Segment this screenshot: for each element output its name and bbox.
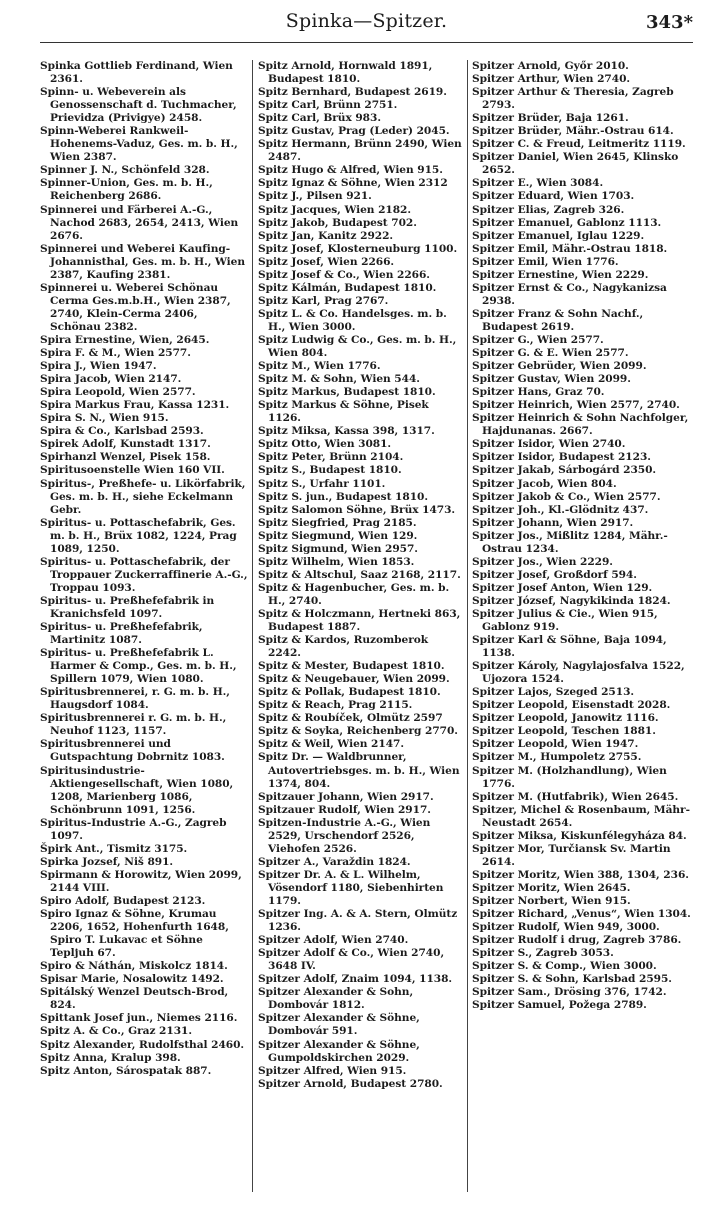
directory-entry: Spitzen-Industrie A.-G., Wien 2529, Urschendorf 2526, Viehofen 2526. <box>258 816 431 855</box>
directory-entry: Spitzer Daniel, Wien 2645, Klinsko 2652. <box>472 151 679 177</box>
directory-entry: Spitz Josef, Klosterneuburg 1100. <box>258 242 458 255</box>
directory-entry: Spitzer A., Varaždin 1824. <box>258 855 411 868</box>
directory-entry: Spitzer Emil, Wien 1776. <box>472 255 619 268</box>
directory-entry: Spitzer Josef, Großdorf 594. <box>472 568 637 581</box>
directory-entry: Spitzer Rudolf i drug, Zagreb 3786. <box>472 934 682 947</box>
directory-entry: Spitzer Rudolf, Wien 949, 3000. <box>472 921 660 934</box>
directory-entry: Spira F. & M., Wien 2577. <box>40 347 191 360</box>
directory-entry: Spitz Ignaz & Söhne, Wien 2312 <box>258 177 448 190</box>
directory-entry: Spitz Anton, Sárospatak 887. <box>40 1064 212 1077</box>
directory-entry: Spitzer Josef Anton, Wien 129. <box>472 581 653 594</box>
directory-entry: Spitzer, Michel & Rosenbaum, Mähr-Neustadt 2654. <box>472 803 690 829</box>
directory-entry: Spitzer Károly, Nagylajosfalva 1522, Ujozora 1524. <box>472 660 685 686</box>
column-3 <box>472 60 698 1192</box>
directory-entry: Spitzer Dr. A. & L. Wilhelm, Vösendorf 1180, Siebenhirten 1179. <box>258 868 444 907</box>
directory-entry: Spitzer Ernestine, Wien 2229. <box>472 268 649 281</box>
directory-entry: Spitzer Ing. A. & A. Stern, Olmütz 1236. <box>258 908 458 934</box>
directory-entry: Spitz A. & Co., Graz 2131. <box>40 1025 192 1038</box>
directory-entry: Spitz Jacques, Wien 2182. <box>258 203 411 216</box>
directory-entry: Spitz Josef & Co., Wien 2266. <box>258 268 430 281</box>
directory-entry: Spitz Alexander, Rudolfsthal 2460. <box>40 1038 245 1051</box>
directory-entry: Spira S. N., Wien 915. <box>40 412 169 425</box>
directory-entry: Spitzer G. & E. Wien 2577. <box>472 347 629 360</box>
directory-entry: Spitzer Arnold, Budapest 2780. <box>258 1077 443 1090</box>
directory-entry: Spitz L. & Co. Handelsges. m. b. H., Wien 3000. <box>258 307 447 333</box>
directory-entry: Spitzer Gustav, Wien 2099. <box>472 373 631 386</box>
directory-entry: Spitzer Sam., Drösing 376, 1742. <box>472 986 667 999</box>
directory-entry: Spitz & Roubíček, Olmütz 2597 <box>258 712 443 725</box>
directory-entry: Spira Ernestine, Wien, 2645. <box>40 333 210 346</box>
directory-entry: Spitzer S. & Comp., Wien 3000. <box>472 960 657 973</box>
directory-entry: Spitz Hugo & Alfred, Wien 915. <box>258 164 443 177</box>
directory-entry: Spitzer Lajos, Szeged 2513. <box>472 686 635 699</box>
directory-entry: Spitzer E., Wien 3084. <box>472 177 604 190</box>
directory-entry: Spiritus-, Preßhefe- u. Likörfabrik, Ges. m. b. H., siehe Eckelmann Gebr. <box>40 477 246 516</box>
directory-entry: Spitz Kálmán, Budapest 1810. <box>258 281 437 294</box>
column-1 <box>40 60 248 1192</box>
directory-entry: Spiro Adolf, Budapest 2123. <box>40 895 206 907</box>
directory-entry: Spitzer Jakab, Sárbogárd 2350. <box>472 464 657 477</box>
directory-entry: Spitz Salomon Söhne, Brüx 1473. <box>258 503 456 516</box>
directory-entry: Spitz S., Urfahr 1101. <box>258 477 386 490</box>
directory-entry: Spinn- u. Webeverein als Genossenschaft d. Tuchmacher, Prievidza (Privigye) 2458. <box>40 86 237 125</box>
directory-entry: Spinka Gottlieb Ferdinand, Wien 2361. <box>40 60 233 86</box>
directory-entry: Spittank Josef jun., Niemes 2116. <box>40 1012 238 1025</box>
directory-entry: Spitzer Leopold, Janowitz 1116. <box>472 712 659 725</box>
directory-entry: Spitzer Heinrich & Sohn Nachfolger, Hajdunanas. 2667. <box>472 412 689 438</box>
directory-entry: Spitz Josef, Wien 2266. <box>258 255 395 268</box>
directory-entry: Spitzer Leopold, Teschen 1881. <box>472 725 656 738</box>
directory-entry: Spiritusbrennerei, r. G. m. b. H., Haugsdorf 1084. <box>40 686 230 712</box>
directory-entry: Spitzer Norbert, Wien 915. <box>472 895 631 907</box>
directory-entry: Spitzer G., Wien 2577. <box>472 333 604 346</box>
directory-entry: Spitz Markus, Budapest 1810. <box>258 386 436 399</box>
directory-entry: Spitz & Weil, Wien 2147. <box>258 738 404 751</box>
directory-entry: Spitzer Jakob & Co., Wien 2577. <box>472 490 661 503</box>
directory-entry: Spitzer Emanuel, Gablonz 1113. <box>472 216 662 229</box>
directory-entry: Spitzer Richard, „Venus“, Wien 1304. <box>472 908 691 921</box>
directory-entry: Spitzer József, Nagykikinda 1824. <box>472 594 671 607</box>
directory-entry: Spitz Siegfried, Prag 2185. <box>258 516 417 529</box>
directory-entry: Spitz Carl, Brüx 983. <box>258 112 381 125</box>
directory-entry: Spitzer Gebrüder, Wien 2099. <box>472 360 647 373</box>
directory-entry: Spitz Karl, Prag 2767. <box>258 294 389 307</box>
directory-entry: Spitzer Emil, Mähr.-Ostrau 1818. <box>472 242 668 255</box>
directory-entry: Spitz Gustav, Prag (Leder) 2045. <box>258 125 450 138</box>
directory-entry: Spitz Jan, Kanitz 2922. <box>258 229 394 242</box>
directory-entry: Spira & Co., Karlsbad 2593. <box>40 425 204 438</box>
directory-entry: Spiritusbrennerei und Gutspachtung Dobrnitz 1083. <box>40 738 225 764</box>
directory-entry: Spitzer Adolf & Co., Wien 2740, 3648 IV. <box>258 947 445 973</box>
directory-entry: Spitzer Alfred, Wien 915. <box>258 1064 407 1077</box>
directory-entry: Spitzer Miksa, Kiskunfélegyháza 84. <box>472 829 687 842</box>
directory-entry: Spitzer Joh., Kl.-Glödnitz 437. <box>472 503 649 516</box>
directory-entry: Spitz Wilhelm, Wien 1853. <box>258 555 415 568</box>
directory-entry: Spitzauer Rudolf, Wien 2917. <box>258 803 431 816</box>
column-2 <box>258 60 464 1192</box>
directory-entry: Spitzer Hans, Graz 70. <box>472 386 605 399</box>
directory-entry: Spitz & Kardos, Ruzomberok 2242. <box>258 634 429 660</box>
directory-entry: Spitz J., Pilsen 921. <box>258 190 372 203</box>
directory-entry: Spinner-Union, Ges. m. b. H., Reichenberg 2686. <box>40 177 213 203</box>
directory-entry: Spitz Sigmund, Wien 2957. <box>258 542 418 555</box>
directory-entry: Spitz Dr. — Waldbrunner, Autovertriebsges. m. b. H., Wien 1374, 804. <box>258 751 460 790</box>
directory-entry: Spitzer S., Zagreb 3053. <box>472 947 614 960</box>
header-rule <box>40 42 693 43</box>
directory-entry: Spitz Miksa, Kassa 398, 1317. <box>258 425 435 438</box>
directory-entry: Spitzer Arthur & Theresia, Zagreb 2793. <box>472 86 674 112</box>
directory-entry: Spitzer Samuel, Požega 2789. <box>472 999 647 1012</box>
directory-entry: Spitz & Mester, Budapest 1810. <box>258 660 445 673</box>
directory-entry: Spitz Ludwig & Co., Ges. m. b. H., Wien 804. <box>258 333 457 360</box>
directory-entry: Spira Leopold, Wien 2577. <box>40 386 196 399</box>
directory-entry: Spira J., Wien 1947. <box>40 360 157 373</box>
directory-entry: Spitzer Adolf, Znaim 1094, 1138. <box>258 973 453 986</box>
directory-entry: Spitzer Isidor, Wien 2740. <box>472 438 626 451</box>
directory-entry: Spiritus- u. Preßhefefabrik, Martinitz 1087. <box>40 621 203 647</box>
directory-entry: Spitzer Ernst & Co., Nagykanizsa 2938. <box>472 281 667 307</box>
directory-entry: Spitzer Johann, Wien 2917. <box>472 516 634 529</box>
directory-entry: Spitz S. jun., Budapest 1810. <box>258 490 428 503</box>
directory-entry: Spitz Peter, Brünn 2104. <box>258 451 404 464</box>
directory-entry: Spitz Siegmund, Wien 129. <box>258 529 418 542</box>
directory-entry: Spitz M., Wien 1776. <box>258 360 381 373</box>
directory-entry: Spitzer Adolf, Wien 2740. <box>258 934 409 947</box>
directory-entry: Spitzer Jos., Mißlitz 1284, Mähr.-Ostrau 1234. <box>472 529 668 555</box>
directory-entry: Spisar Marie, Nosalowitz 1492. <box>40 973 224 986</box>
directory-entry: Spitzer S. & Sohn, Karlsbad 2595. <box>472 973 672 986</box>
directory-entry: Spitzer M., Humpoletz 2755. <box>472 751 642 764</box>
directory-columns <box>40 60 698 1200</box>
directory-entry: Spitz & Altschul, Saaz 2168, 2117. <box>258 568 461 581</box>
directory-entry: Spitz Hermann, Brünn 2490, Wien 2487. <box>258 138 462 164</box>
directory-entry: Spitz & Soyka, Reichenberg 2770. <box>258 725 458 738</box>
directory-entry: Spitz Bernhard, Budapest 2619. <box>258 86 447 99</box>
directory-entry: Spirmann & Horowitz, Wien 2099, 2144 VIII. <box>40 868 242 894</box>
directory-entry: Spitzer Moritz, Wien 388, 1304, 236. <box>472 868 689 881</box>
directory-entry: Spiritus- u. Preßhefefabrik in Kranichsfeld 1097. <box>40 594 215 620</box>
directory-entry: Spinnerei und Färberei A.-G., Nachod 2683, 2654, 2413, Wien 2676. <box>40 203 239 242</box>
directory-entry: Spitzer M. (Holzhandlung), Wien 1776. <box>472 764 667 790</box>
directory-entry: Spiro Ignaz & Söhne, Krumau 2206, 1652, Hohenfurth 1648, Spiro T. Lukavac et Söhne Teplјuh 67. <box>40 908 229 960</box>
directory-entry: Spitz & Reach, Prag 2115. <box>258 699 413 712</box>
page-number: 343* <box>646 12 693 33</box>
column-divider <box>252 60 253 1192</box>
directory-entry: Spitz Anna, Kralup 398. <box>40 1051 181 1064</box>
directory-entry: Spitz S., Budapest 1810. <box>258 464 402 477</box>
directory-entry: Spitzer Alexander & Söhne, Gumpoldskirchen 2029. <box>258 1038 420 1064</box>
directory-entry: Spitzer Isidor, Budapest 2123. <box>472 451 651 464</box>
directory-entry: Spitzer Elias, Zagreb 326. <box>472 203 625 216</box>
directory-entry: Spitzer Heinrich, Wien 2577, 2740. <box>472 399 680 412</box>
directory-entry: Spitz Markus & Söhne, Pisek 1126. <box>258 399 429 425</box>
directory-entry: Spira Markus Frau, Kassa 1231. <box>40 399 230 412</box>
directory-entry: Spitzer Alexander & Söhne, Dombovár 591. <box>258 1012 420 1038</box>
directory-entry: Spitz Arnold, Hornwald 1891, Budapest 1810. <box>258 60 433 86</box>
directory-entry: Spira Jacob, Wien 2147. <box>40 373 182 386</box>
directory-entry: Spiritus- u. Preßhefefabrik L. Harmer & Comp., Ges. m. b. H., Spillern 1079, Wien 1080. <box>40 647 237 686</box>
directory-entry: Spitz & Neugebauer, Wien 2099. <box>258 673 450 686</box>
directory-entry: Spitzer Brüder, Mähr.-Ostrau 614. <box>472 125 674 138</box>
directory-entry: Spitzer Leopold, Eisenstadt 2028. <box>472 699 671 712</box>
directory-entry: Spitzer Alexander & Sohn, Dombovár 1812. <box>258 986 414 1012</box>
directory-entry: Spiro & Náthán, Miskolcz 1814. <box>40 960 228 973</box>
directory-entry: Spitzer Jacob, Wien 804. <box>472 477 617 490</box>
page-title: Spinka—Spitzer. <box>285 10 448 32</box>
directory-entry: Spiritus- u. Pottaschefabrik, der Troppauer Zuckerraffinerie A.-G., Troppau 1093. <box>40 555 248 594</box>
directory-entry: Spitzer C. & Freud, Leitmeritz 1119. <box>472 138 686 151</box>
directory-entry: Spiritus-Industrie A.-G., Zagreb 1097. <box>40 816 227 842</box>
directory-entry: Spirka Jozsef, Niš 891. <box>40 855 174 868</box>
directory-entry: Spinnerei und Weberei Kaufing-Johannisthal, Ges. m. b. H., Wien 2387, Kaufing 2381. <box>40 242 245 281</box>
page-header <box>40 4 693 44</box>
directory-entry: Spirek Adolf, Kunstadt 1317. <box>40 438 211 451</box>
directory-entry: Spinner J. N., Schönfeld 328. <box>40 164 210 177</box>
directory-entry: Spitzer Eduard, Wien 1703. <box>472 190 635 203</box>
directory-entry: Spitzer Arthur, Wien 2740. <box>472 73 631 86</box>
directory-entry: Spiritus- u. Pottaschefabrik, Ges. m. b. H., Brüx 1082, 1224, Prag 1089, 1250. <box>40 516 237 555</box>
directory-entry: Spitálský Wenzel Deutsch-Brod, 824. <box>40 986 229 1012</box>
directory-entry: Spitzer Brüder, Baja 1261. <box>472 112 629 125</box>
directory-entry: Spiritusbrennerei r. G. m. b. H., Neuhof 1123, 1157. <box>40 712 227 738</box>
directory-entry: Spitzer Jos., Wien 2229. <box>472 555 613 568</box>
directory-entry: Spinnerei u. Weberei Schönau Cerma Ges.m.b.H., Wien 2387, 2740, Klein-Cerma 2406, Schönau 2382. <box>40 281 231 333</box>
directory-entry: Spitz Carl, Brünn 2751. <box>258 99 398 112</box>
directory-entry: Spitzauer Johann, Wien 2917. <box>258 790 434 803</box>
directory-entry: Spitzer Julius & Cie., Wien 915, Gablonz 919. <box>472 607 658 634</box>
directory-entry: Spitzer Franz & Sohn Nachf., Budapest 2619. <box>472 307 644 333</box>
directory-entry: Špirk Ant., Tismitz 3175. <box>40 842 188 855</box>
directory-entry: Spitzer Moritz, Wien 2645. <box>472 881 631 894</box>
directory-entry: Spinn-Weberei Rankweil-Hohenems-Vaduz, Ges. m. b. H., Wien 2387. <box>40 125 238 164</box>
directory-entry: Spirhanzl Wenzel, Pisek 158. <box>40 451 211 464</box>
directory-entry: Spiritusindustrie-Aktiengesellschaft, Wien 1080, 1208, Marienberg 1086, Schönbrunn 1091, 1256. <box>40 764 234 816</box>
directory-entry: Spitzer Arnold, Győr 2010. <box>472 60 629 72</box>
column-divider <box>467 60 468 1192</box>
directory-entry: Spitz & Hagenbucher, Ges. m. b. H., 2740. <box>258 581 450 607</box>
directory-entry: Spitzer Leopold, Wien 1947. <box>472 738 639 751</box>
directory-entry: Spitzer Karl & Söhne, Baja 1094, 1138. <box>472 634 667 660</box>
directory-entry: Spitz & Holczmann, Hertneki 863, Budapest 1887. <box>258 607 461 634</box>
directory-entry: Spiritusoenstelle Wien 160 VII. <box>40 464 225 477</box>
directory-entry: Spitzer M. (Hutfabrik), Wien 2645. <box>472 790 679 803</box>
directory-entry: Spitz Otto, Wien 3081. <box>258 438 392 451</box>
directory-entry: Spitz & Pollak, Budapest 1810. <box>258 686 441 699</box>
directory-entry: Spitz M. & Sohn, Wien 544. <box>258 373 420 386</box>
directory-entry: Spitz Jakob, Budapest 702. <box>258 216 417 229</box>
directory-entry: Spitzer Mor, Turčiansk Sv. Martin 2614. <box>472 842 671 868</box>
directory-entry: Spitzer Emanuel, Iglau 1229. <box>472 229 645 242</box>
